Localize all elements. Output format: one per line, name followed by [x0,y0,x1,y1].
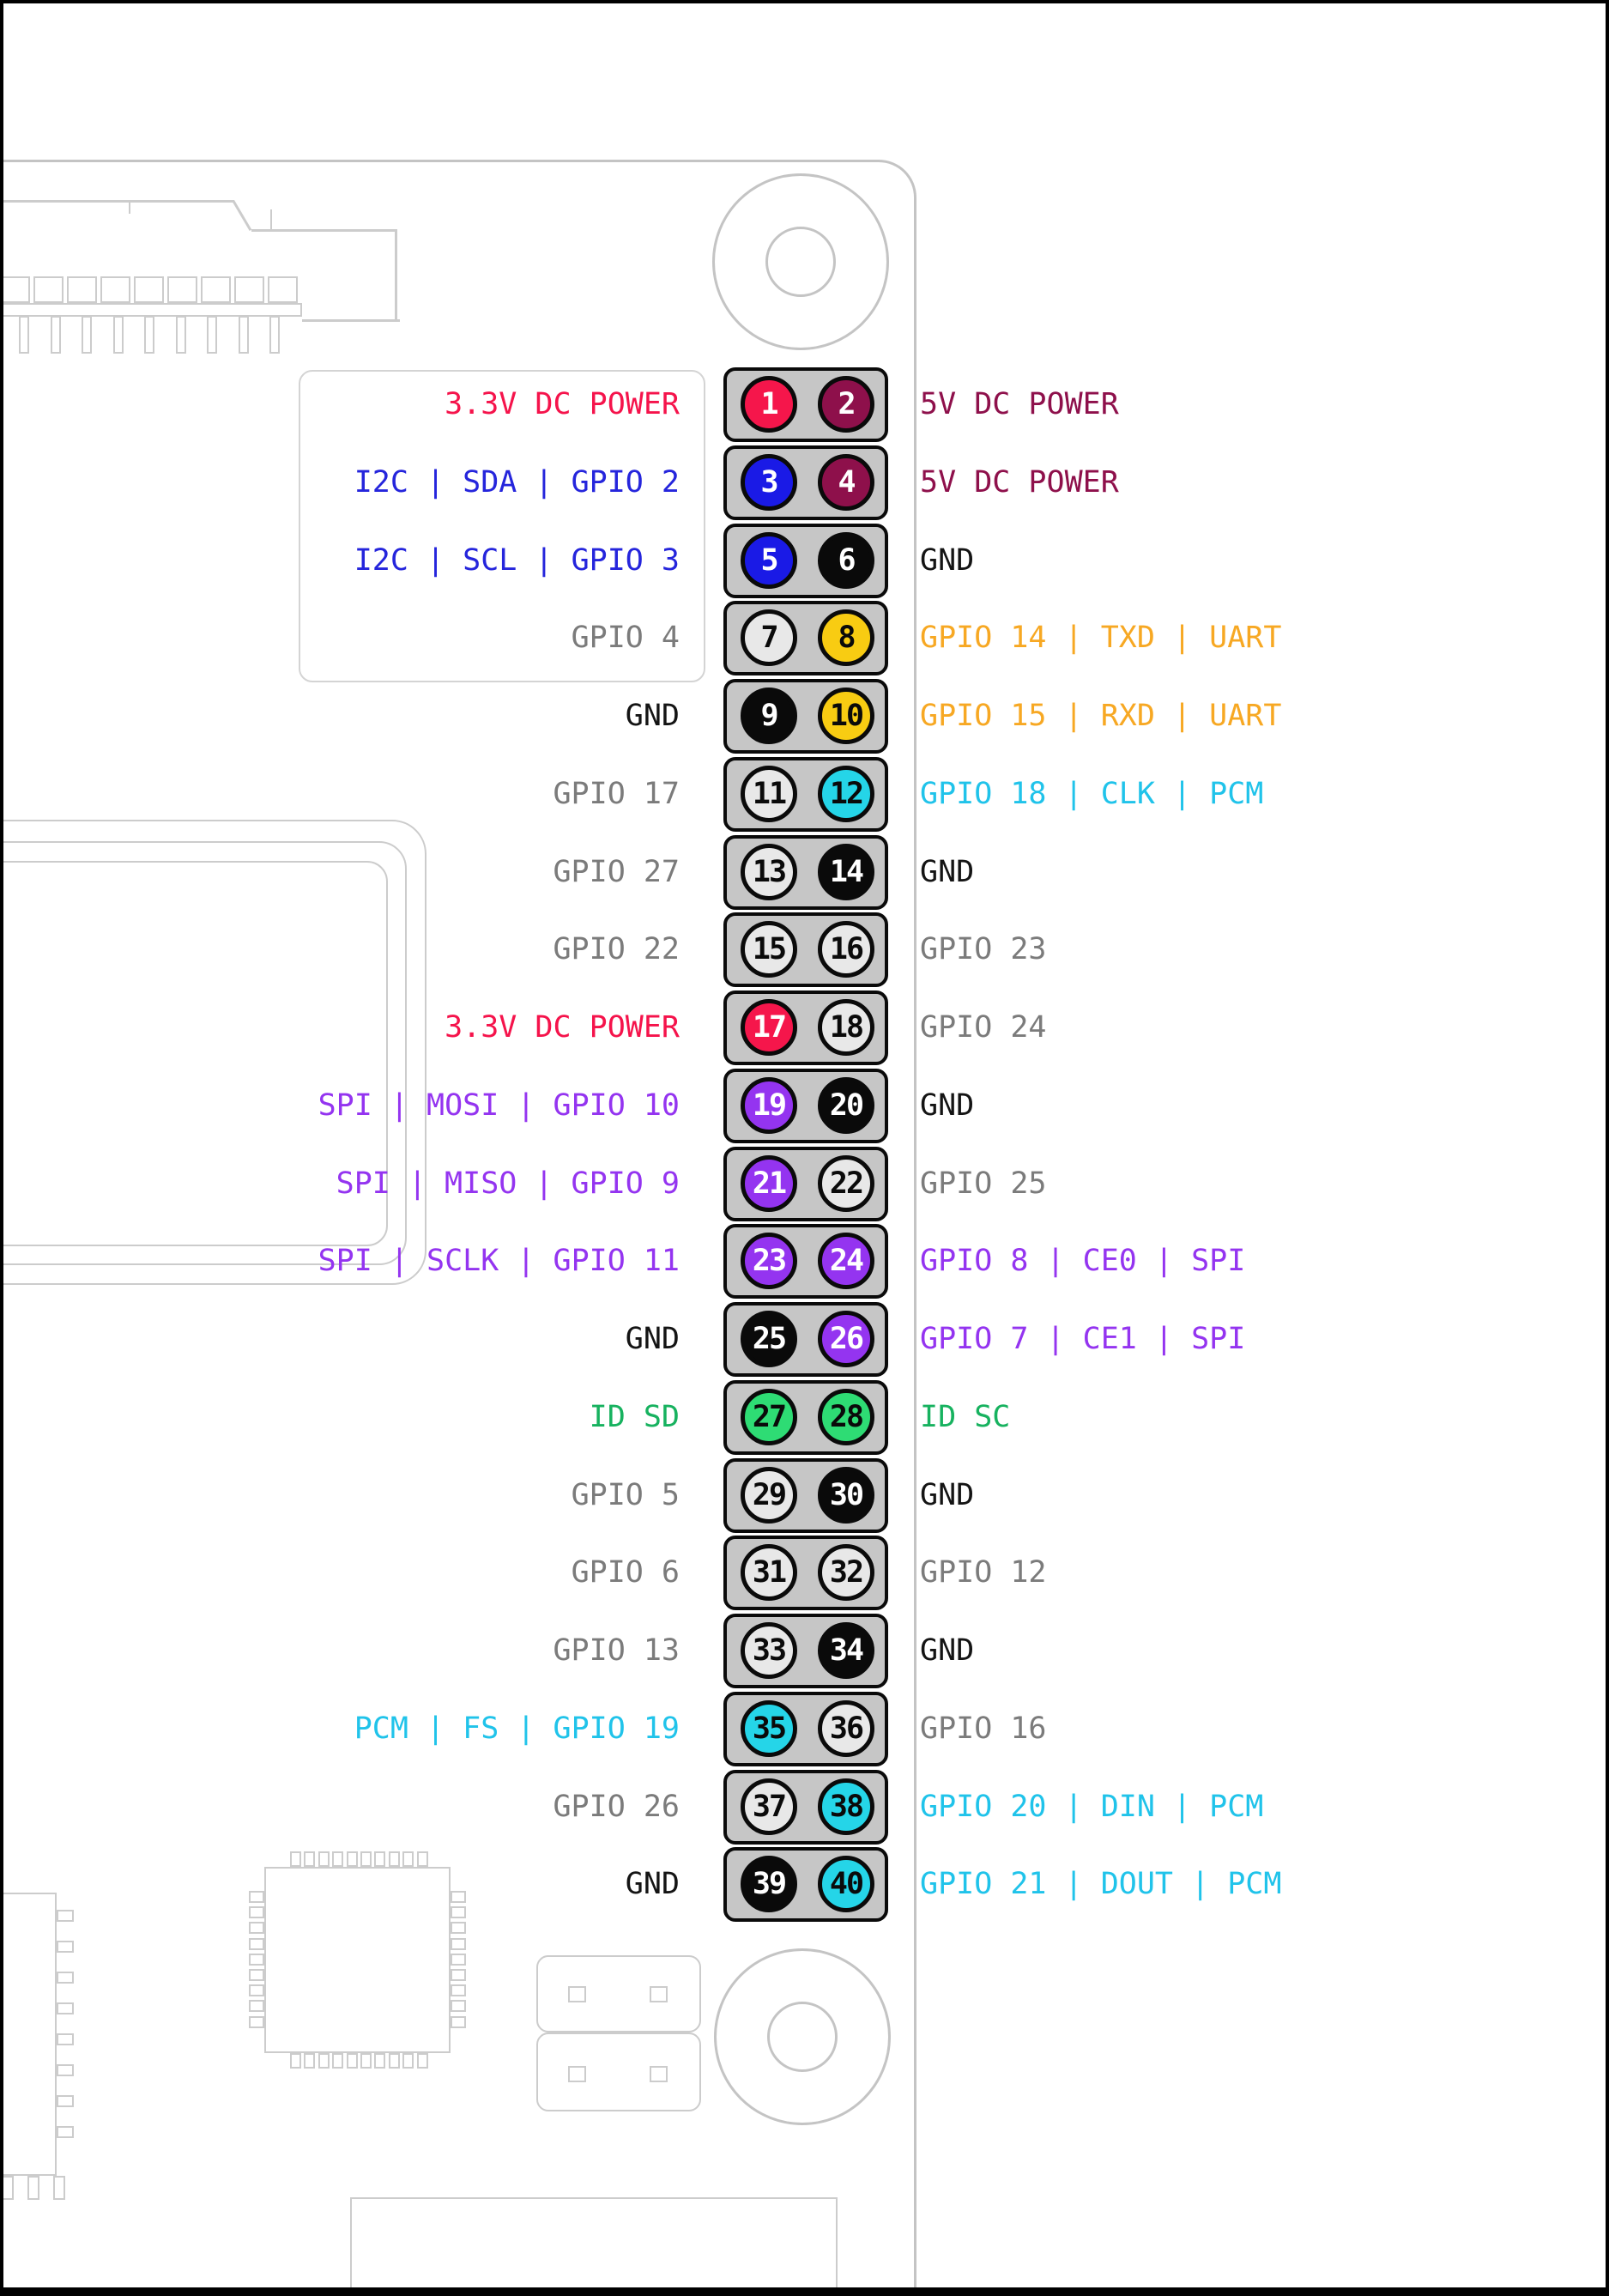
pin-label-right-38[interactable]: GPIO 20 | DIN | PCM [920,1790,1264,1824]
pin-30[interactable] [818,1467,874,1524]
pin-39[interactable] [741,1856,797,1912]
pin-label-right-24[interactable]: GPIO 8 | CE0 | SPI [920,1244,1246,1278]
pin-number: 27 [752,1400,786,1434]
pin-label-left-17[interactable]: 3.3V DC POWER [445,1010,680,1045]
pin-row-37-38[interactable] [723,1770,888,1845]
pin-number: 35 [752,1711,786,1746]
pin-label-right-12[interactable]: GPIO 18 | CLK | PCM [920,777,1264,811]
pin-20[interactable] [818,1077,874,1134]
pin-number: 28 [829,1400,863,1434]
pin-number: 26 [829,1322,863,1356]
pin-40[interactable] [818,1856,874,1912]
pin-34[interactable] [818,1622,874,1679]
pin-2[interactable] [818,376,874,433]
pin-5[interactable] [741,532,797,589]
pin-number: 20 [829,1088,863,1123]
pin-label-right-20[interactable]: GND [920,1088,975,1123]
pin-22[interactable] [818,1155,874,1212]
pin-number: 8 [838,621,855,655]
pin-18[interactable] [818,999,874,1056]
pin-15[interactable] [741,921,797,978]
pin-number: 24 [829,1244,863,1278]
pin-label-left-15[interactable]: GPIO 22 [553,932,680,966]
pin-number: 34 [829,1633,863,1668]
pin-11[interactable] [741,766,797,822]
pin-row-11-12[interactable] [723,757,888,832]
pin-17[interactable] [741,999,797,1056]
pin-label-right-18[interactable]: GPIO 24 [920,1010,1047,1045]
pin-16[interactable] [818,921,874,978]
pin-number: 22 [829,1166,863,1201]
pin-label-left-9[interactable]: GND [625,699,680,733]
pin-row-19-20[interactable] [723,1069,888,1143]
pin-number: 36 [829,1711,863,1746]
pin-label-right-40[interactable]: GPIO 21 | DOUT | PCM [920,1867,1282,1901]
pin-number: 17 [752,1010,786,1045]
pin-number: 38 [829,1790,863,1824]
pin-number: 5 [760,543,777,578]
pin-label-right-22[interactable]: GPIO 25 [920,1166,1047,1201]
pin-label-right-36[interactable]: GPIO 16 [920,1711,1047,1746]
pin-label-left-27[interactable]: ID SD [589,1400,680,1434]
pin-number: 39 [752,1867,786,1901]
pin-33[interactable] [741,1622,797,1679]
pin-number: 23 [752,1244,786,1278]
pin-label-left-19[interactable]: SPI | MOSI | GPIO 10 [318,1088,680,1123]
pin-3[interactable] [741,454,797,511]
pin-number: 18 [829,1010,863,1045]
pin-31[interactable] [741,1544,797,1601]
pin-number: 25 [752,1322,786,1356]
pin-label-right-14[interactable]: GND [920,855,975,889]
pin-label-left-31[interactable]: GPIO 6 [571,1555,680,1590]
pin-28[interactable] [818,1389,874,1445]
pin-label-right-26[interactable]: GPIO 7 | CE1 | SPI [920,1322,1246,1356]
pin-label-left-3[interactable]: I2C | SDA | GPIO 2 [354,465,680,500]
pin-number: 3 [760,465,777,500]
pin-number: 33 [752,1633,786,1668]
pin-label-right-2[interactable]: 5V DC POWER [920,387,1119,421]
pin-row-25-26[interactable] [723,1302,888,1377]
pin-label-left-33[interactable]: GPIO 13 [553,1633,680,1668]
pin-label-left-25[interactable]: GND [625,1322,680,1356]
pin-number: 21 [752,1166,786,1201]
pin-number: 14 [829,855,863,889]
pin-number: 37 [752,1790,786,1824]
pin-14[interactable] [818,844,874,900]
pin-label-right-34[interactable]: GND [920,1633,975,1668]
pin-label-right-28[interactable]: ID SC [920,1400,1011,1434]
pin-35[interactable] [741,1700,797,1757]
pin-number: 6 [838,543,855,578]
pin-row-29-30[interactable] [723,1458,888,1533]
pin-number: 4 [838,465,855,500]
pin-label-left-7[interactable]: GPIO 4 [571,621,680,655]
pin-21[interactable] [741,1155,797,1212]
pin-number: 11 [752,777,786,811]
pin-number: 12 [829,777,863,811]
pin-number: 7 [760,621,777,655]
pin-27[interactable] [741,1389,797,1445]
pin-row-17-18[interactable] [723,990,888,1065]
pin-label-left-5[interactable]: I2C | SCL | GPIO 3 [354,543,680,578]
pin-number: 15 [752,932,786,966]
pin-label-right-8[interactable]: GPIO 14 | TXD | UART [920,621,1282,655]
pin-label-left-1[interactable]: 3.3V DC POWER [445,387,680,421]
pin-row-13-14[interactable] [723,835,888,910]
pin-number: 19 [752,1088,786,1123]
pin-29[interactable] [741,1467,797,1524]
pin-row-5-6[interactable] [723,524,888,598]
pin-label-right-30[interactable]: GND [920,1478,975,1512]
pin-row-33-34[interactable] [723,1614,888,1688]
pin-number: 1 [760,387,777,421]
pin-row-9-10[interactable] [723,679,888,754]
pin-36[interactable] [818,1700,874,1757]
pin-row-1-2[interactable] [723,367,888,442]
pin-number: 40 [829,1867,863,1901]
pin-row-39-40[interactable] [723,1847,888,1922]
pin-24[interactable] [818,1233,874,1289]
pin-10[interactable] [818,688,874,744]
pin-label-left-23[interactable]: SPI | SCLK | GPIO 11 [318,1244,680,1278]
pin-row-3-4[interactable] [723,445,888,520]
pin-number: 13 [752,855,786,889]
pin-number: 29 [752,1478,786,1512]
pin-7[interactable] [741,609,797,666]
pin-1[interactable] [741,376,797,433]
pin-label-left-11[interactable]: GPIO 17 [553,777,680,811]
pin-row-15-16[interactable] [723,912,888,987]
pin-row-35-36[interactable] [723,1692,888,1766]
pin-number: 16 [829,932,863,966]
pin-label-left-39[interactable]: GND [625,1867,680,1901]
pin-38[interactable] [818,1778,874,1835]
pin-number: 9 [760,699,777,733]
pin-37[interactable] [741,1778,797,1835]
pin-9[interactable] [741,688,797,744]
pin-19[interactable] [741,1077,797,1134]
pin-label-left-35[interactable]: PCM | FS | GPIO 19 [354,1711,680,1746]
pin-number: 31 [752,1555,786,1590]
pin-4[interactable] [818,454,874,511]
pin-row-31-32[interactable] [723,1536,888,1610]
pin-label-left-13[interactable]: GPIO 27 [553,855,680,889]
pin-label-right-6[interactable]: GND [920,543,975,578]
pin-number: 2 [838,387,855,421]
bottom-component-art [350,2197,838,2296]
pin-23[interactable] [741,1233,797,1289]
pin-label-left-29[interactable]: GPIO 5 [571,1478,680,1512]
pin-label-left-21[interactable]: SPI | MISO | GPIO 9 [336,1166,680,1201]
pin-row-23-24[interactable] [723,1224,888,1299]
pin-number: 30 [829,1478,863,1512]
pin-label-right-16[interactable]: GPIO 23 [920,932,1047,966]
pin-6[interactable] [818,532,874,589]
pin-26[interactable] [818,1311,874,1367]
pin-label-right-4[interactable]: 5V DC POWER [920,465,1119,500]
pin-row-27-28[interactable] [723,1380,888,1455]
pin-row-21-22[interactable] [723,1147,888,1221]
pin-label-left-37[interactable]: GPIO 26 [553,1790,680,1824]
pin-12[interactable] [818,766,874,822]
pin-32[interactable] [818,1544,874,1601]
pin-8[interactable] [818,609,874,666]
pin-13[interactable] [741,844,797,900]
pin-label-right-32[interactable]: GPIO 12 [920,1555,1047,1590]
pin-number: 32 [829,1555,863,1590]
pin-label-right-10[interactable]: GPIO 15 | RXD | UART [920,699,1282,733]
pin-number: 10 [829,699,863,733]
pin-row-7-8[interactable] [723,601,888,675]
pin-25[interactable] [741,1311,797,1367]
